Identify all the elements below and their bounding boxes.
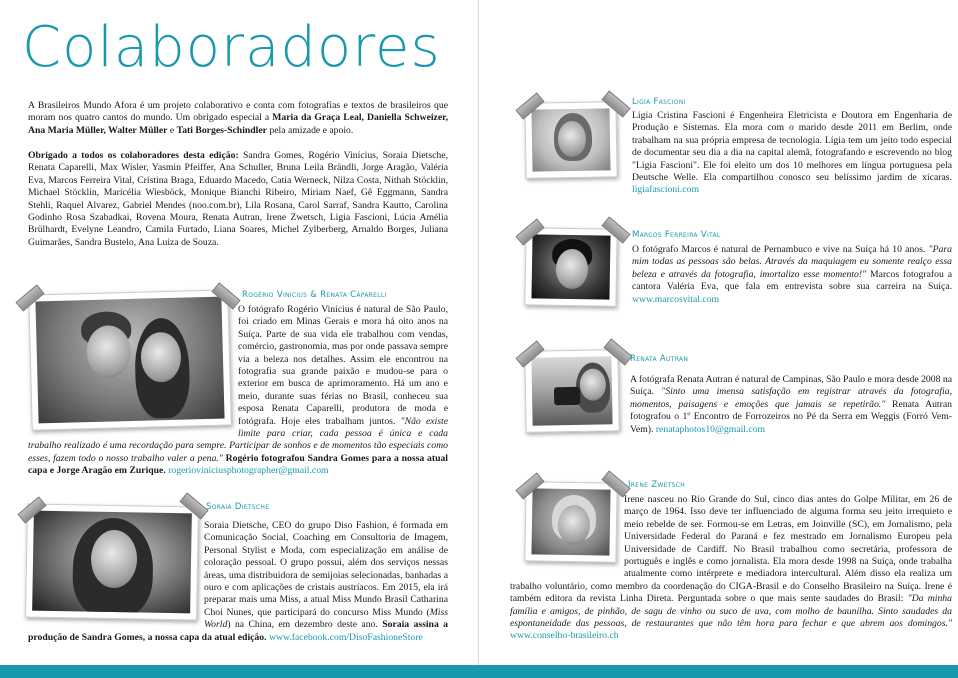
page-title: Colaboradores <box>22 15 441 80</box>
soraia-miss-world: Miss World <box>204 606 448 631</box>
intro-text: A Brasileiros Mundo Afora é um projeto colaborativo e conta com fotografias e textos de brasileiros que moram nos quatro cantos do mundo. Um obrigado especial a <box>28 100 448 124</box>
renata-text <box>630 374 952 436</box>
right-page <box>480 0 958 665</box>
marcos-photo <box>524 227 617 307</box>
marcos-heading: Marcos Ferreira Vital <box>632 230 721 240</box>
renata-quote: "Sinto uma imensa satisfação em registrar através da fotografia, momentos, paisagens e emoções que jamais se repetirão." <box>630 386 952 410</box>
rogerio-bio: O fotógrafo Rogério Vinícius é natural de São Paulo, foi criado em Minas Gerais e mora há oito anos na Suíça. Parte de sua vida ele trabalhou com vendas, comércio, gastronomia, mas por onde passava sempre via a beleza nos detalhes. Assim ele encontrou na fotografia sua grande paixão e mudou-se para o exterior em busca de aprimoramento. Há um ano e meio, durante suas férias no Brasil, conheceu sua esposa Renata Caparelli, produtora de moda e fotógrafa. Hoje eles trabalham juntos. <box>238 304 448 427</box>
ligia-bio: Lígia Cristina Fascioni é Engenheira Eletricista e Doutora em Engenharia de Produção e Sistemas. Ela mora com o marido desde 2011 em Berlim, onde trabalham na sua própria empresa de tecnologia. Lígia tem um jeito todo especial de documentar seu dia a dia na capital alemã, fotografando e escrevendo no blog "Ligia Fascioni". Ele foi eleito um dos 10 melhores em língua portuguesa pela Deutsche Welle. Ela compartilhou conosco seu belíssimo jardim de xícaras. <box>632 110 952 184</box>
soraia-bio: Soraia Dietsche, CEO do grupo Diso Fashion, é formada em Comunicação Social, Coaching em Consultoria de Imagem, Personal Stylist e Moda, com especialização em análise de coloração pessoal. O grupo possui, além dos serviços nessas áreas, uma distribuidora de semijoias selecionadas, banhadas a ouro e com aplicações de cristais austríacos. Em 2015, ela irá preparar mais uma Miss, a atual Miss Mundo Brasil Catharina Choi Nunes, que participará do concurso Miss Mundo ( <box>204 520 448 618</box>
float-spacer <box>510 494 624 578</box>
float-spacer <box>28 520 204 620</box>
intro-and: e <box>167 124 177 136</box>
page-gutter <box>478 0 479 665</box>
ligia-photo <box>524 101 617 179</box>
bottom-accent-bar <box>0 665 958 678</box>
thanks-label: Obrigado a todos os colaboradores desta edição: <box>28 150 239 161</box>
marcos-quote: "Para mim todas as pessoas são belas. Através da maquiagem eu somente realço essa beleza e através da fotografia, imortalizo esse momento!" <box>632 244 952 280</box>
irene-quote: "Da minha família e amigos, de pinhão, de sagu de vinho ou suco de uva, com molho de baunilha. Sinto saudades da espontaneidade das pessoas, de restaurantes que não têm hora para fechar e que abrem aos domingos." <box>510 593 952 630</box>
soraia-highlight: Soraia assina a produção de Sandra Gomes, a nossa capa da atual edição. <box>28 619 449 643</box>
irene-site-link[interactable]: www.conselho-brasileiro.ch <box>510 630 619 642</box>
soraia-text <box>28 520 448 644</box>
float-spacer <box>28 304 238 432</box>
marcos-image <box>531 234 610 299</box>
thanks-paragraph <box>28 150 448 249</box>
intro-names: Maria da Graça Leal, Daniella Schweizer, Ana Maria Müller, Walter Müller <box>28 112 448 136</box>
rogerio-highlight: Rogério fotografou Sandra Gomes para a nossa atual capa e Jorge Aragão em Zurique. <box>28 452 448 477</box>
renata-image <box>531 356 612 425</box>
soraia-heading: Soraia Dietsche <box>206 502 270 512</box>
intro-end: pela amizade e apoio. <box>266 124 354 136</box>
irene-bio: Irene nasceu no Rio Grande do Sul, cinco dias antes do Golpe Militar, em 26 de março de 1964. Isso deve ter influenciado de alguma forma seu jeito irrequieto e meio rebelde de ser. Formou-se em Letras, em Joinville (SC), em Jornalismo, pela Universidade Federal do Paraná e fez mestrado em Jornalismo Europeu pela Universidade de Cardiff. No Brasil trabalhou como secretária, professora de português e inglês e como jornalista. Ela mora desde 1998 na Suíça, onde trabalha atualmente como intérprete e mediadora intercultural. Além disso ela realiza um trabalho voluntário, como membro da coordenação do CIGA-Brasil e do Conselho Brasileiro na Suíça. Irene é também editora da revista Linha Direta. Perguntada sobre o que mais sente saudades do Brasil: <box>510 494 952 605</box>
marcos-site-link[interactable]: www.marcosvital.com <box>632 293 720 305</box>
soraia-facebook-link[interactable]: www.facebook.com/DisoFashioneStore <box>268 631 423 643</box>
irene-heading: Irene Zwetsch <box>628 480 686 490</box>
marcos-text <box>632 244 952 306</box>
ligia-heading: Ligia Fascioni <box>632 97 686 107</box>
soraia-bio-end: ) na China, em dezembro deste ano. <box>227 619 383 631</box>
ligia-site-link[interactable]: ligiafascioni.com <box>632 184 699 196</box>
thanks-list: Sandra Gomes, Rogério Vinícius, Soraia Dietsche, Renata Caparelli, Max Wisler, Yasmin Pfeiffer, Ana Schuller, Bruna Leila Brändli, Jorge Aragão, Valéria Eva, Marcos Ferreira Vital, Cristina Braga, Eduardo Macedo, Catia Werneck, Nilza Costa, Nithah Stöcklin, Michael Stöcklin, Maricélia Wiesböck, Monique Bianchi Ribeiro, Miriam Naef, Gê Eggmann, Sandra Stehli, Raquel Alvarez, Gabriel Mendes (noo.com.br), Lila Rosana, Carol Sarraf, Sandra Kautto, Carolina Godinho Rosa Szabadkai, Rovena Moura, Renata Autran, Irene Zwetsch, Ligia Fascioni, Lúcia Amélia Brülhardt, Evelyne Leandro, Camila Furtado, Liana Soares, Michel Zylberberg, Arnaldo Borges, Juliana Guimarães, Sandra Bustelo, Ana Luiza de Souza. <box>28 150 448 248</box>
renata-heading: Renata Autran <box>630 354 689 364</box>
intro-last-name: Tati Borges-Schindler <box>176 124 267 136</box>
renata-email-link[interactable]: renataphotos10@gmail.com <box>655 423 766 435</box>
marcos-bio-end: Marcos fotografou a cantora Valéria Eva, que fala em entrevista sobre sua carreira na Suíça. <box>632 268 952 293</box>
left-page <box>0 0 478 665</box>
marcos-bio: O fotógrafo Marcos é natural de Pernambuco e vive na Suíça há 10 anos. <box>632 244 929 255</box>
renata-photo <box>524 349 619 433</box>
irene-text <box>510 494 952 643</box>
ligia-image <box>531 108 610 171</box>
ligia-text <box>632 110 952 197</box>
intro-paragraph <box>28 100 448 137</box>
rogerio-quote: "Não existe limite para criar, cada pessoa é única e cada trabalho realizado é uma recordação para sempre. Participar de sonhos e de momentos tão especiais como esses, fazem todo o nosso trabalho valer a pena." <box>28 415 448 464</box>
renata-bio-end: Renata Autran fotografou o 1º Encontro de Forrozeiros no Pé da Serra em Weggis (Forró Vem-Vem). <box>630 398 952 435</box>
rogerio-heading: Rogério Vinícius & Renata Caparelli <box>242 290 387 300</box>
rogerio-email-link[interactable]: rogerioviniciusphotographer@gmail.com <box>168 465 329 477</box>
rogerio-text <box>28 304 448 478</box>
renata-bio: A fotógrafa Renata Autran é natural de Campinas, São Paulo e mora desde 2008 na Suíça. <box>630 374 953 398</box>
